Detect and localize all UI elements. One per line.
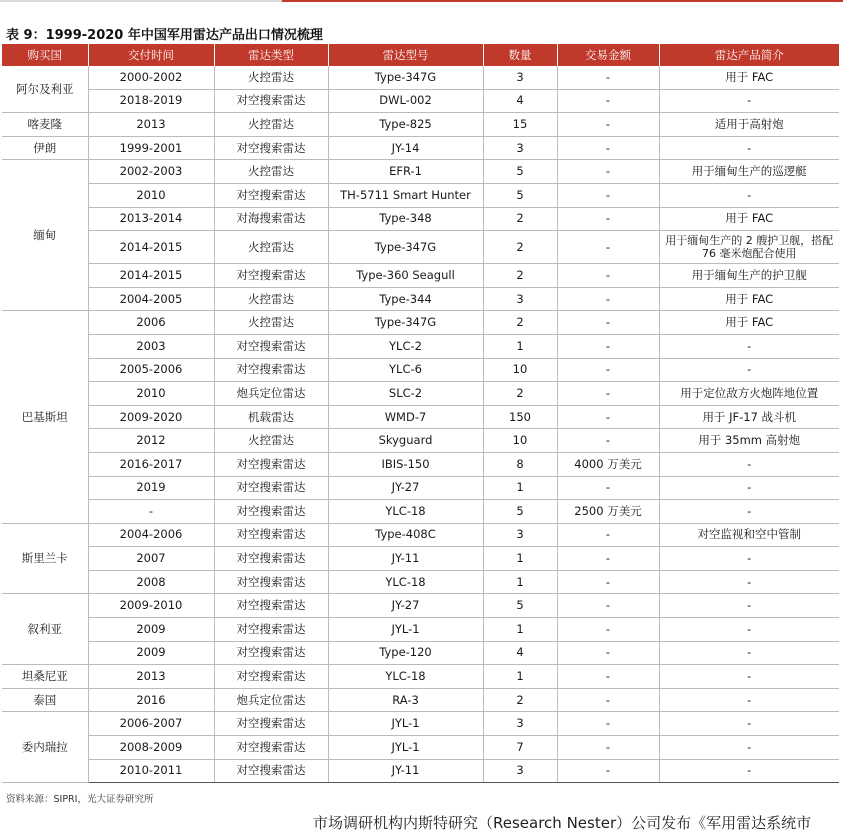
delivery-time-cell: 2010 (88, 183, 214, 207)
radar-type-cell: 炮兵定位雷达 (214, 382, 328, 406)
description-cell: - (659, 736, 839, 760)
radar-type-cell: 对空搜索雷达 (214, 641, 328, 665)
quantity-cell: 4 (483, 641, 557, 665)
table-row (2, 405, 839, 429)
quantity-cell: 3 (483, 712, 557, 736)
delivery-time-cell: 2006-2007 (88, 712, 214, 736)
quantity-cell: 2 (483, 231, 557, 264)
radar-model-cell: YLC-2 (328, 334, 483, 358)
delivery-time-cell: 2008 (88, 570, 214, 594)
table-row (2, 429, 839, 453)
amount-cell: - (557, 688, 659, 712)
description-cell: 用于 FAC (659, 311, 839, 335)
header-radar-model: 雷达型号 (328, 44, 483, 66)
radar-model-cell: JYL-1 (328, 736, 483, 760)
amount-cell: 4000 万美元 (557, 452, 659, 476)
table-row (2, 476, 839, 500)
quantity-cell: 1 (483, 570, 557, 594)
radar-type-cell: 对空搜索雷达 (214, 136, 328, 160)
quantity-cell: 2 (483, 382, 557, 406)
table-row (2, 736, 839, 760)
radar-model-cell: Type-347G (328, 66, 483, 89)
radar-model-cell: Type-408C (328, 523, 483, 547)
delivery-time-cell: 2009 (88, 641, 214, 665)
country-cell: 泰国 (2, 688, 88, 712)
description-cell: - (659, 358, 839, 382)
amount-cell: - (557, 523, 659, 547)
table-row (2, 231, 839, 264)
radar-type-cell: 对海搜索雷达 (214, 207, 328, 231)
amount-cell: - (557, 594, 659, 618)
radar-type-cell: 炮兵定位雷达 (214, 688, 328, 712)
radar-model-cell: JY-27 (328, 476, 483, 500)
radar-model-cell: JY-11 (328, 547, 483, 571)
amount-cell: - (557, 570, 659, 594)
table-row (2, 500, 839, 524)
amount-cell: - (557, 136, 659, 160)
delivery-time-cell: 2010 (88, 382, 214, 406)
amount-cell: 2500 万美元 (557, 500, 659, 524)
amount-cell: - (557, 264, 659, 288)
radar-type-cell: 对空搜索雷达 (214, 759, 328, 783)
country-cell: 坦桑尼亚 (2, 665, 88, 689)
delivery-time-cell: 2004-2006 (88, 523, 214, 547)
delivery-time-cell: 2005-2006 (88, 358, 214, 382)
delivery-time-cell: 2013 (88, 665, 214, 689)
delivery-time-cell: 2007 (88, 547, 214, 571)
table-row (2, 287, 839, 311)
quantity-cell: 10 (483, 429, 557, 453)
radar-type-cell: 对空搜索雷达 (214, 183, 328, 207)
description-cell: - (659, 570, 839, 594)
country-cell: 阿尔及利亚 (2, 66, 88, 113)
radar-type-cell: 对空搜索雷达 (214, 736, 328, 760)
radar-model-cell: TH-5711 Smart Hunter (328, 183, 483, 207)
header-amount: 交易金额 (557, 44, 659, 66)
table-title: 表 9：1999-2020 年中国军用雷达产品出口情况梳理 (6, 28, 323, 43)
header-description: 雷达产品简介 (659, 44, 839, 66)
quantity-cell: 4 (483, 89, 557, 113)
radar-type-cell: 火控雷达 (214, 429, 328, 453)
radar-model-cell: Type-348 (328, 207, 483, 231)
radar-export-table (2, 44, 839, 783)
quantity-cell: 15 (483, 113, 557, 137)
table-body (2, 66, 839, 783)
quantity-cell: 5 (483, 183, 557, 207)
table-row (2, 547, 839, 571)
description-cell: - (659, 183, 839, 207)
table-row (2, 618, 839, 642)
amount-cell: - (557, 382, 659, 406)
delivery-time-cell: 2013-2014 (88, 207, 214, 231)
description-cell: 用于定位敌方火炮阵地位置 (659, 382, 839, 406)
radar-model-cell: YLC-18 (328, 665, 483, 689)
top-rule (0, 0, 843, 3)
country-cell: 缅甸 (2, 160, 88, 311)
amount-cell: - (557, 547, 659, 571)
radar-model-cell: JY-27 (328, 594, 483, 618)
amount-cell: - (557, 641, 659, 665)
header-delivery-time: 交付时间 (88, 44, 214, 66)
amount-cell: - (557, 759, 659, 783)
delivery-time-cell: 2004-2005 (88, 287, 214, 311)
delivery-time-cell: 2010-2011 (88, 759, 214, 783)
description-cell: 用于 FAC (659, 207, 839, 231)
description-cell: - (659, 594, 839, 618)
table-row (2, 183, 839, 207)
country-cell: 巴基斯坦 (2, 311, 88, 523)
amount-cell: - (557, 207, 659, 231)
radar-model-cell: Type-825 (328, 113, 483, 137)
amount-cell: - (557, 476, 659, 500)
country-cell: 叙利亚 (2, 594, 88, 665)
top-rule-red (282, 0, 843, 2)
table-row (2, 66, 839, 89)
table-row (2, 89, 839, 113)
header-country: 购买国 (2, 44, 88, 66)
radar-type-cell: 对空搜索雷达 (214, 358, 328, 382)
amount-cell: - (557, 429, 659, 453)
description-cell: 用于 FAC (659, 287, 839, 311)
amount-cell: - (557, 311, 659, 335)
radar-type-cell: 对空搜索雷达 (214, 547, 328, 571)
quantity-cell: 1 (483, 547, 557, 571)
quantity-cell: 2 (483, 688, 557, 712)
amount-cell: - (557, 231, 659, 264)
country-cell: 斯里兰卡 (2, 523, 88, 594)
table-row (2, 452, 839, 476)
radar-type-cell: 对空搜索雷达 (214, 452, 328, 476)
table-row (2, 358, 839, 382)
radar-type-cell: 对空搜索雷达 (214, 89, 328, 113)
description-cell: 用于缅甸生产的巡逻艇 (659, 160, 839, 184)
delivery-time-cell: 2019 (88, 476, 214, 500)
amount-cell: - (557, 712, 659, 736)
quantity-cell: 10 (483, 358, 557, 382)
quantity-cell: 1 (483, 476, 557, 500)
radar-model-cell: Type-347G (328, 311, 483, 335)
radar-type-cell: 机载雷达 (214, 405, 328, 429)
radar-model-cell: Skyguard (328, 429, 483, 453)
amount-cell: - (557, 358, 659, 382)
radar-type-cell: 火控雷达 (214, 231, 328, 264)
quantity-cell: 1 (483, 618, 557, 642)
radar-model-cell: JYL-1 (328, 712, 483, 736)
description-cell: - (659, 136, 839, 160)
radar-model-cell: IBIS-150 (328, 452, 483, 476)
description-cell: - (659, 641, 839, 665)
amount-cell: - (557, 66, 659, 89)
quantity-cell: 2 (483, 264, 557, 288)
quantity-cell: 8 (483, 452, 557, 476)
radar-model-cell: YLC-18 (328, 500, 483, 524)
delivery-time-cell: 2014-2015 (88, 264, 214, 288)
radar-type-cell: 火控雷达 (214, 311, 328, 335)
table-row (2, 759, 839, 783)
description-cell: - (659, 759, 839, 783)
radar-type-cell: 火控雷达 (214, 66, 328, 89)
description-cell: 用于 FAC (659, 66, 839, 89)
quantity-cell: 5 (483, 500, 557, 524)
table-row (2, 641, 839, 665)
country-cell: 喀麦隆 (2, 113, 88, 137)
radar-model-cell: YLC-18 (328, 570, 483, 594)
description-cell: 用于缅甸生产的护卫舰 (659, 264, 839, 288)
amount-cell: - (557, 287, 659, 311)
radar-type-cell: 对空搜索雷达 (214, 264, 328, 288)
table-row (2, 594, 839, 618)
description-cell: - (659, 452, 839, 476)
amount-cell: - (557, 160, 659, 184)
radar-model-cell: Type-347G (328, 231, 483, 264)
table-row (2, 570, 839, 594)
quantity-cell: 5 (483, 594, 557, 618)
radar-model-cell: JYL-1 (328, 618, 483, 642)
radar-model-cell: RA-3 (328, 688, 483, 712)
radar-type-cell: 对空搜索雷达 (214, 618, 328, 642)
description-cell: 对空监视和空中管制 (659, 523, 839, 547)
delivery-time-cell: 2008-2009 (88, 736, 214, 760)
radar-model-cell: JY-14 (328, 136, 483, 160)
table-row (2, 334, 839, 358)
country-cell: 伊朗 (2, 136, 88, 160)
radar-model-cell: DWL-002 (328, 89, 483, 113)
quantity-cell: 150 (483, 405, 557, 429)
amount-cell: - (557, 89, 659, 113)
description-cell: - (659, 334, 839, 358)
amount-cell: - (557, 334, 659, 358)
delivery-time-cell: 2003 (88, 334, 214, 358)
description-cell: - (659, 547, 839, 571)
amount-cell: - (557, 113, 659, 137)
delivery-time-cell: 2009-2010 (88, 594, 214, 618)
description-cell: - (659, 618, 839, 642)
delivery-time-cell: 2016 (88, 688, 214, 712)
delivery-time-cell: 2018-2019 (88, 89, 214, 113)
radar-type-cell: 火控雷达 (214, 287, 328, 311)
top-rule-gray (0, 0, 282, 2)
radar-model-cell: YLC-6 (328, 358, 483, 382)
quantity-cell: 3 (483, 287, 557, 311)
header-quantity: 数量 (483, 44, 557, 66)
amount-cell: - (557, 736, 659, 760)
quantity-cell: 3 (483, 523, 557, 547)
delivery-time-cell: 2002-2003 (88, 160, 214, 184)
radar-model-cell: Type-360 Seagull (328, 264, 483, 288)
delivery-time-cell: 2009-2020 (88, 405, 214, 429)
radar-model-cell: Type-120 (328, 641, 483, 665)
description-cell: - (659, 476, 839, 500)
table-row (2, 712, 839, 736)
radar-type-cell: 对空搜索雷达 (214, 665, 328, 689)
description-cell: - (659, 89, 839, 113)
delivery-time-cell: 1999-2001 (88, 136, 214, 160)
description-cell: - (659, 665, 839, 689)
quantity-cell: 3 (483, 759, 557, 783)
delivery-time-cell: 2000-2002 (88, 66, 214, 89)
amount-cell: - (557, 618, 659, 642)
table-row (2, 688, 839, 712)
delivery-time-cell: 2013 (88, 113, 214, 137)
table-row (2, 264, 839, 288)
header-row (2, 44, 839, 66)
radar-model-cell: EFR-1 (328, 160, 483, 184)
quantity-cell: 7 (483, 736, 557, 760)
description-cell: - (659, 500, 839, 524)
quantity-cell: 1 (483, 665, 557, 689)
quantity-cell: 2 (483, 311, 557, 335)
description-cell: 用于缅甸生产的 2 艘护卫舰，搭配 76 毫米炮配合使用 (659, 231, 839, 264)
amount-cell: - (557, 183, 659, 207)
radar-type-cell: 对空搜索雷达 (214, 334, 328, 358)
radar-model-cell: WMD-7 (328, 405, 483, 429)
radar-type-cell: 火控雷达 (214, 113, 328, 137)
table-row (2, 207, 839, 231)
footer-text: 市场调研机构内斯特研究（Research Nester）公司发布《军用雷达系统市 (313, 814, 812, 832)
table-row (2, 113, 839, 137)
delivery-time-cell: 2016-2017 (88, 452, 214, 476)
table-row (2, 311, 839, 335)
radar-type-cell: 对空搜索雷达 (214, 500, 328, 524)
radar-model-cell: SLC-2 (328, 382, 483, 406)
delivery-time-cell: 2006 (88, 311, 214, 335)
delivery-time-cell: 2012 (88, 429, 214, 453)
amount-cell: - (557, 665, 659, 689)
quantity-cell: 3 (483, 66, 557, 89)
description-cell: - (659, 712, 839, 736)
quantity-cell: 5 (483, 160, 557, 184)
radar-model-cell: JY-11 (328, 759, 483, 783)
quantity-cell: 3 (483, 136, 557, 160)
amount-cell: - (557, 405, 659, 429)
radar-type-cell: 对空搜索雷达 (214, 570, 328, 594)
table-row (2, 136, 839, 160)
radar-model-cell: Type-344 (328, 287, 483, 311)
delivery-time-cell: - (88, 500, 214, 524)
description-cell: 用于 35mm 高射炮 (659, 429, 839, 453)
quantity-cell: 1 (483, 334, 557, 358)
delivery-time-cell: 2009 (88, 618, 214, 642)
radar-type-cell: 火控雷达 (214, 160, 328, 184)
quantity-cell: 2 (483, 207, 557, 231)
source-note: 资料来源：SIPRI，光大证券研究所 (6, 794, 154, 805)
table-row (2, 665, 839, 689)
table-row (2, 382, 839, 406)
table-row (2, 523, 839, 547)
radar-type-cell: 对空搜索雷达 (214, 476, 328, 500)
description-cell: 用于 JF-17 战斗机 (659, 405, 839, 429)
description-cell: - (659, 688, 839, 712)
table-row (2, 160, 839, 184)
radar-type-cell: 对空搜索雷达 (214, 523, 328, 547)
radar-type-cell: 对空搜索雷达 (214, 594, 328, 618)
radar-type-cell: 对空搜索雷达 (214, 712, 328, 736)
country-cell: 委内瑞拉 (2, 712, 88, 783)
description-cell: 适用于高射炮 (659, 113, 839, 137)
delivery-time-cell: 2014-2015 (88, 231, 214, 264)
header-radar-type: 雷达类型 (214, 44, 328, 66)
